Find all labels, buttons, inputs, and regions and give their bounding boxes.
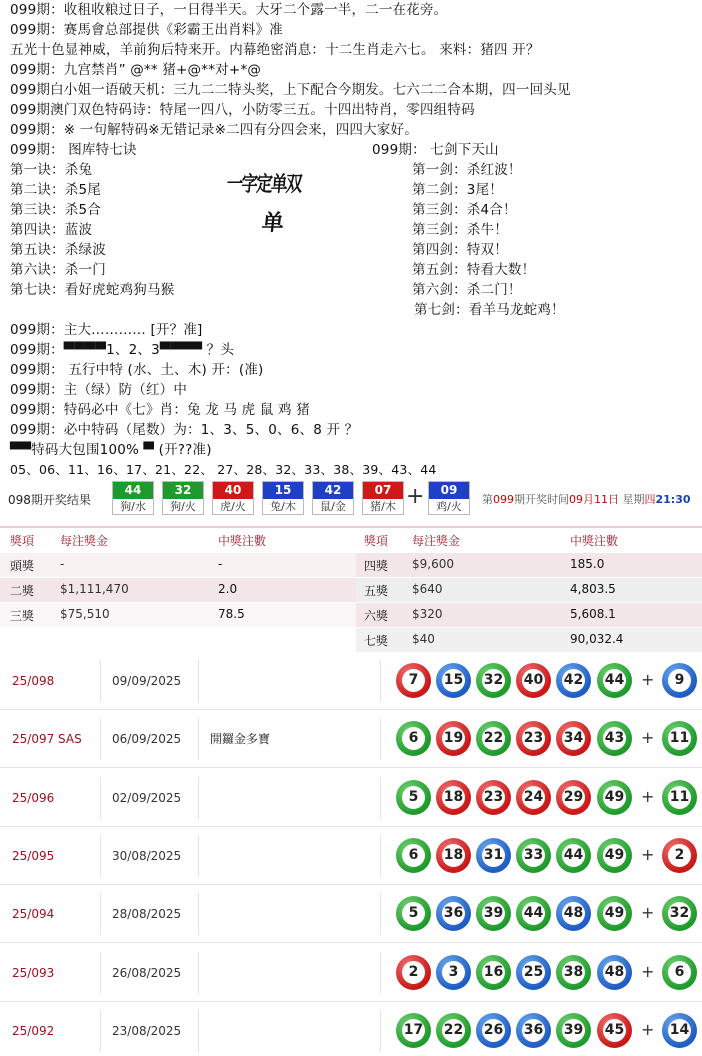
column-divider (100, 777, 101, 819)
history-row (0, 885, 702, 943)
special-ball (662, 955, 697, 990)
sword-item: 第七剑：看羊马龙蛇鸡！ (414, 302, 565, 318)
next-draw-time (482, 491, 691, 507)
ball-number: 36 (442, 902, 465, 925)
special-ball (428, 481, 470, 515)
lottery-ball (597, 780, 632, 815)
prize-cell: 185.0 (570, 557, 605, 571)
result-ball (312, 481, 354, 515)
ball-zodiac: 鼠/金 (320, 500, 346, 513)
latest-result-strip (0, 480, 702, 520)
prize-row-right (356, 578, 702, 602)
lottery-ball (516, 721, 551, 756)
prize-row-right (356, 628, 702, 652)
text-line: 099期：※ 一句解特码※无错记录※二四有分四会来，四四大家好。 (10, 122, 418, 138)
column-divider (198, 1010, 199, 1052)
prize-cell: 4,803.5 (570, 582, 616, 596)
lottery-ball (396, 721, 431, 756)
special-ball (662, 838, 697, 873)
ball-number: 09 (429, 482, 469, 499)
lottery-ball (476, 780, 511, 815)
time-week: 四 (644, 493, 656, 506)
prize-header-cell: 中獎注數 (570, 534, 619, 548)
draw-number: 25/098 (12, 674, 55, 688)
ball-number: 33 (522, 844, 545, 867)
lottery-ball (597, 896, 632, 931)
forecast-text-block (0, 0, 702, 480)
sword-item: 第二剑：3尾！ (412, 182, 503, 198)
lottery-ball (396, 838, 431, 873)
prize-cell: 頭獎 (10, 559, 35, 573)
prize-row-right (356, 553, 702, 577)
column-divider (100, 1010, 101, 1052)
ball-number: 32 (163, 482, 203, 499)
prize-cell: 三獎 (10, 609, 35, 623)
lottery-ball (436, 721, 471, 756)
prize-row (0, 578, 702, 602)
ball-zodiac: 兔/木 (270, 500, 296, 513)
prize-cell: $320 (412, 607, 443, 621)
prize-cell: 六獎 (364, 609, 389, 623)
ball-number: 14 (668, 1019, 691, 1042)
column-divider (100, 660, 101, 702)
prize-row (0, 553, 702, 577)
seven-kills-title: 099期： 图库特七诀 (10, 142, 137, 158)
sword-item: 第六剑：杀二门！ (412, 282, 522, 298)
ball-number: 18 (442, 844, 465, 867)
prize-cell: 四獎 (364, 559, 389, 573)
history-row (0, 944, 702, 1002)
draw-date: 26/08/2025 (112, 965, 182, 980)
ball-number: 16 (482, 961, 505, 984)
ball-number: 24 (522, 786, 545, 809)
lottery-ball (436, 663, 471, 698)
ball-number: 6 (668, 961, 691, 984)
plus-icon: + (641, 1019, 655, 1039)
column-divider (380, 835, 381, 877)
text-line: 099期：赛馬會总部提供《彩霸王出肖料》准 (10, 22, 283, 38)
kill-item: 第三诀：杀5合 (10, 202, 101, 218)
ball-number: 9 (668, 669, 691, 692)
text-line: 099期：特码必中《七》肖：兔 龙 马 虎 鼠 鸡 猪 (10, 402, 310, 418)
lottery-ball (396, 1013, 431, 1048)
history-table (0, 652, 702, 1056)
ball-number: 32 (482, 669, 505, 692)
sword-item: 第三剑：杀牛！ (412, 222, 508, 238)
prize-header-cell: 獎項 (364, 534, 389, 548)
ball-number: 23 (522, 727, 545, 750)
column-divider (380, 893, 381, 935)
ball-number: 07 (363, 482, 403, 499)
kill-item: 第二诀：杀5尾 (10, 182, 101, 198)
plus-icon: + (641, 786, 655, 806)
prize-header-cell: 中獎注數 (218, 534, 267, 548)
kill-item: 第一诀：杀兔 (10, 162, 93, 178)
ball-number: 6 (402, 844, 425, 867)
lottery-ball (436, 955, 471, 990)
lottery-ball (556, 1013, 591, 1048)
lottery-ball (476, 955, 511, 990)
prize-cell: $75,510 (60, 607, 110, 621)
ball-number: 39 (562, 1019, 585, 1042)
lottery-ball (516, 780, 551, 815)
sword-item: 第四剑：特双！ (412, 242, 508, 258)
handwritten-note: 一字定单双 (225, 171, 302, 196)
prize-cell: $640 (412, 582, 443, 596)
prize-row (0, 603, 702, 627)
lottery-ball (556, 838, 591, 873)
ball-number: 44 (603, 669, 626, 692)
lottery-ball (476, 721, 511, 756)
ball-number: 17 (402, 1019, 425, 1042)
ball-number: 5 (402, 786, 425, 809)
ball-number: 48 (562, 902, 585, 925)
time-text: 第 (482, 493, 493, 506)
prize-row (0, 628, 702, 652)
text-line: 099期：主（绿）防（红）中 (10, 382, 188, 398)
ball-number: 44 (522, 902, 545, 925)
column-divider (380, 660, 381, 702)
handwritten-note: 单 (260, 210, 286, 236)
time-date: 09月11日 (569, 493, 619, 506)
draw-number: 25/093 (12, 965, 55, 980)
lottery-ball (556, 721, 591, 756)
result-ball (212, 481, 254, 515)
result-ball (362, 481, 404, 515)
column-divider (100, 952, 101, 994)
lottery-ball (516, 838, 551, 873)
special-ball (662, 896, 697, 931)
column-divider (380, 1010, 381, 1052)
ball-number: 15 (442, 669, 465, 692)
draw-date: 09/09/2025 (112, 674, 182, 688)
lottery-ball (436, 1013, 471, 1048)
draw-date: 06/09/2025 (112, 732, 182, 747)
ball-number: 40 (522, 669, 545, 692)
ball-zodiac: 鸡/火 (436, 500, 462, 513)
ball-number: 44 (562, 844, 585, 867)
draw-number: 25/095 (12, 848, 55, 863)
lottery-ball (516, 955, 551, 990)
ball-number: 49 (603, 902, 626, 925)
text-line: 099期白小姐一语破天机：三九二二特头奖，上下配合今期发。七六二二合本期，四一回头见 (10, 82, 571, 98)
lottery-ball (396, 663, 431, 698)
text-line: 099期澳门双色特码诗：特尾一四八，小防零三五。十四出特肖，零四组特码 (10, 102, 475, 118)
ball-number: 2 (402, 961, 425, 984)
lottery-ball (436, 838, 471, 873)
column-divider (198, 718, 199, 760)
time-text: 星期 (619, 493, 645, 506)
sword-item: 第一剑：杀红波！ (412, 162, 522, 178)
text-line: ▀▀特码大包围100% ▀ (开??准) (10, 442, 212, 458)
ball-number: 3 (442, 961, 465, 984)
text-line: 099期：九宫禁肖” @** 猪+@**对+*@ (10, 62, 262, 78)
lottery-ball (597, 838, 632, 873)
lottery-ball (436, 896, 471, 931)
lottery-ball (436, 780, 471, 815)
draw-number: 25/094 (12, 907, 55, 922)
ball-number: 29 (562, 786, 585, 809)
ball-zodiac: 狗/水 (120, 500, 146, 513)
history-row (0, 1002, 702, 1056)
text-line: 099期：▀▀▀▀1、2、3▀▀▀▀ ？头 (10, 342, 235, 358)
ball-number: 15 (263, 482, 303, 499)
ball-zodiac: 狗/火 (170, 500, 196, 513)
column-divider (380, 718, 381, 760)
plus-icon: + (641, 670, 655, 689)
prize-cell: $9,600 (412, 557, 454, 571)
text-line: 099期：必中特码（尾数）为：1、3、5、0、6、8 开 ？ (10, 422, 359, 438)
ball-number: 23 (482, 786, 505, 809)
ball-number: 31 (482, 844, 505, 867)
draw-date: 02/09/2025 (112, 790, 182, 805)
lottery-ball (476, 896, 511, 931)
result-ball (162, 481, 204, 515)
column-divider (198, 660, 199, 702)
special-ball (662, 780, 697, 815)
prize-cell: - (60, 557, 65, 571)
sword-item: 第五剑：特看大数！ (412, 262, 536, 278)
history-row (0, 827, 702, 885)
column-divider (198, 952, 199, 994)
lottery-ball (516, 663, 551, 698)
lottery-ball (516, 1013, 551, 1048)
lottery-ball (516, 896, 551, 931)
column-divider (100, 835, 101, 877)
prize-header-row (0, 528, 702, 552)
draw-number: 25/092 (12, 1023, 55, 1038)
result-ball (262, 481, 304, 515)
special-ball (662, 1013, 697, 1048)
lottery-ball (556, 663, 591, 698)
ball-number: 32 (668, 902, 691, 925)
draw-number: 25/097 SAS (12, 732, 82, 747)
prize-header-cell: 每注獎金 (412, 534, 461, 548)
text-line: 099期：收租收粮过日子，一日得半天。大牙二个露一半，二一在花旁。 (10, 2, 448, 18)
ball-number: 45 (603, 1019, 626, 1042)
ball-number: 6 (402, 727, 425, 750)
plus-icon: + (406, 484, 425, 509)
prize-row-right (356, 603, 702, 627)
draw-date: 28/08/2025 (112, 907, 182, 922)
seven-swords-title: 099期： 七剑下天山 (372, 142, 499, 158)
plus-icon: + (641, 961, 655, 981)
prize-cell: 七獎 (364, 634, 389, 648)
ball-number: 22 (442, 1019, 465, 1042)
time-clock: 21:30 (655, 493, 691, 506)
prize-header-cell: 獎項 (10, 534, 35, 548)
column-divider (198, 893, 199, 935)
prize-cell: 5,608.1 (570, 607, 616, 621)
draw-date: 30/08/2025 (112, 848, 182, 863)
kill-item: 第四诀：蓝波 (10, 222, 93, 238)
lottery-ball (597, 721, 632, 756)
lottery-ball (556, 780, 591, 815)
column-divider (380, 777, 381, 819)
ball-number: 42 (313, 482, 353, 499)
lottery-ball (396, 955, 431, 990)
draw-note: 開鑼金多寶 (210, 732, 271, 747)
ball-number: 40 (213, 482, 253, 499)
ball-number: 36 (522, 1019, 545, 1042)
prize-cell: 二獎 (10, 584, 35, 598)
prize-cell: 78.5 (218, 607, 245, 621)
ball-number: 49 (603, 844, 626, 867)
prize-cell: $40 (412, 632, 435, 646)
text-line: 五光十色显神威，羊前狗后特来开。内幕绝密消息：十二生肖走六七。 来料：猪四 开？ (10, 42, 540, 58)
column-divider (198, 835, 199, 877)
prize-cell: $1,111,470 (60, 582, 129, 596)
ball-number: 19 (442, 727, 465, 750)
prize-cell: 2.0 (218, 582, 238, 596)
ball-number: 42 (562, 669, 585, 692)
result-ball (112, 481, 154, 515)
lottery-ball (476, 838, 511, 873)
ball-zodiac: 虎/火 (220, 500, 246, 513)
sword-item: 第三剑：杀4合！ (412, 202, 517, 218)
number-list: 05、06、11、16、17、21、22、 27、28、32、33、38、39、43、44 (10, 462, 437, 477)
lottery-ball (556, 896, 591, 931)
ball-number: 7 (402, 669, 425, 692)
kill-item: 第五诀：杀绿波 (10, 242, 106, 258)
ball-number: 22 (482, 727, 505, 750)
ball-zodiac: 猪/木 (370, 500, 396, 513)
kill-item: 第七诀：看好虎蛇鸡狗马猴 (10, 282, 175, 298)
ball-number: 38 (562, 961, 585, 984)
ball-number: 2 (668, 844, 691, 867)
draw-date: 23/08/2025 (112, 1023, 182, 1038)
history-row (0, 710, 702, 768)
lottery-ball (597, 1013, 632, 1048)
column-divider (100, 893, 101, 935)
prize-cell: 五獎 (364, 584, 389, 598)
ball-number: 11 (668, 727, 691, 750)
plus-icon: + (641, 903, 655, 923)
result-label: 098期开奖结果 (8, 493, 91, 507)
prize-cell: - (218, 557, 223, 571)
history-row (0, 652, 702, 710)
draw-number: 25/096 (12, 790, 55, 805)
lottery-ball (476, 1013, 511, 1048)
lottery-ball (476, 663, 511, 698)
prize-cell: 90,032.4 (570, 632, 624, 646)
time-draw: 099 (493, 493, 514, 506)
ball-number: 25 (522, 961, 545, 984)
kill-item: 第六诀：杀一门 (10, 262, 106, 278)
column-divider (380, 952, 381, 994)
ball-number: 48 (603, 961, 626, 984)
ball-number: 43 (603, 727, 626, 750)
ball-number: 44 (113, 482, 153, 499)
lottery-ball (597, 663, 632, 698)
lottery-ball (396, 896, 431, 931)
ball-number: 34 (562, 727, 585, 750)
plus-icon: + (641, 728, 655, 748)
lottery-ball (556, 955, 591, 990)
column-divider (198, 777, 199, 819)
lottery-ball (396, 780, 431, 815)
ball-number: 18 (442, 786, 465, 809)
ball-number: 11 (668, 786, 691, 809)
time-text: 期开奖时间 (514, 493, 569, 506)
ball-number: 5 (402, 902, 425, 925)
ball-number: 49 (603, 786, 626, 809)
column-divider (100, 718, 101, 760)
special-ball (662, 663, 697, 698)
history-row (0, 769, 702, 827)
prize-header-cell: 每注獎金 (60, 534, 109, 548)
plus-icon: + (641, 844, 655, 864)
text-line: 099期： 五行中特 (水、土、木) 开：(准) (10, 362, 264, 378)
prize-table (0, 526, 702, 650)
text-line: 099期：主大………… [开？准] (10, 322, 203, 338)
special-ball (662, 721, 697, 756)
ball-number: 26 (482, 1019, 505, 1042)
ball-number: 39 (482, 902, 505, 925)
lottery-ball (597, 955, 632, 990)
